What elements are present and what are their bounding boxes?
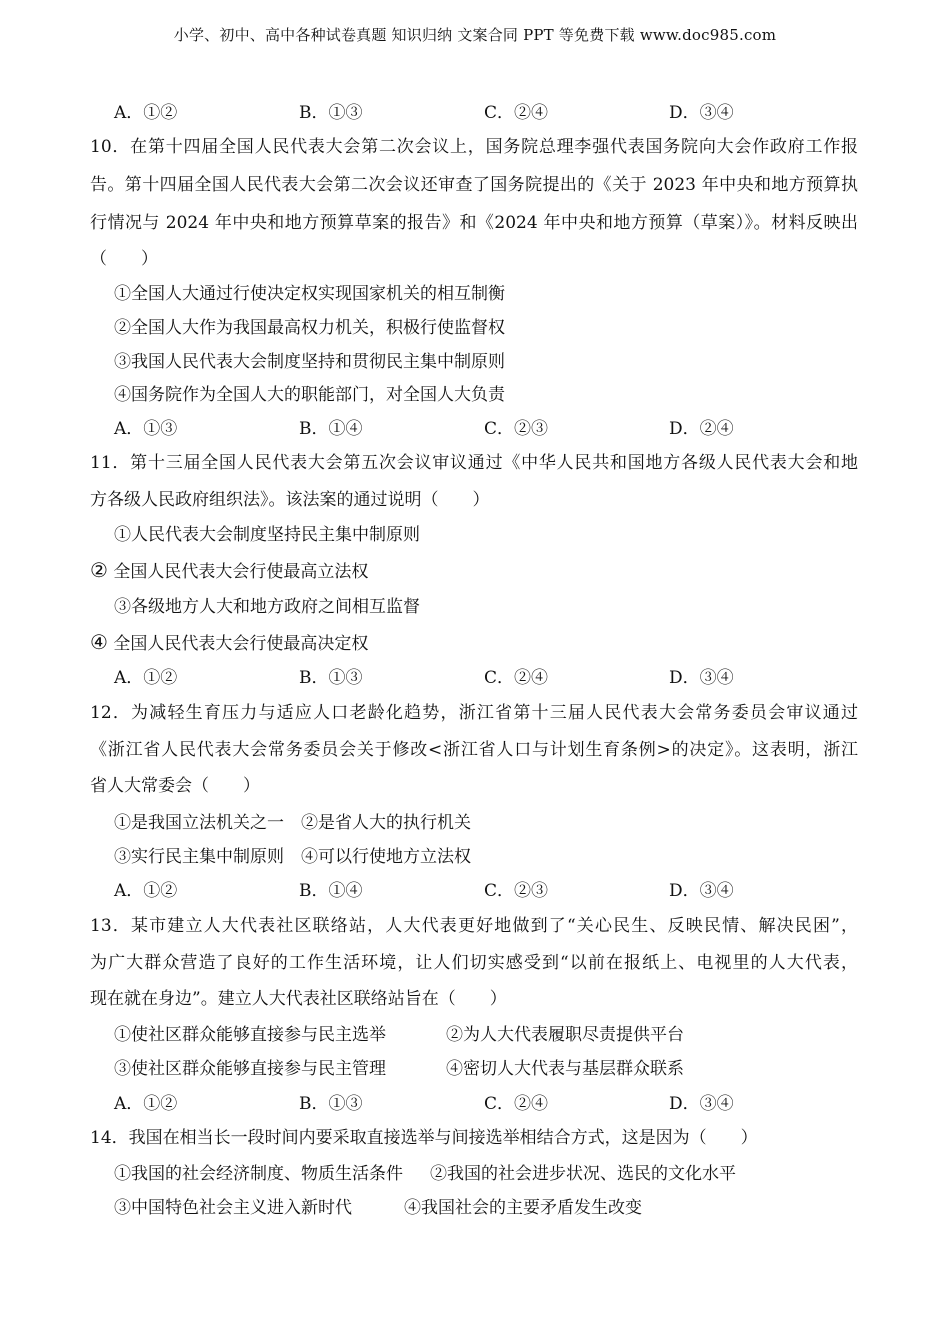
q10-statement-2: ②全国人大作为我国最高权力机关，积极行使监督权: [114, 318, 505, 338]
q13-option-b: B．①③: [299, 1094, 363, 1114]
q12-statements-row-2: [114, 845, 471, 869]
q10-stem-line-3: 行情况与 2024 年中央和地方预算草案的报告》和《2024 年中央和地方预算（草案）》。材料反映出: [90, 213, 858, 233]
q12-options: [114, 879, 874, 903]
page-header: 小学、初中、高中各种试卷真题 知识归纳 文案合同 PPT 等免费下载 www.doc985.com: [173, 26, 777, 44]
q13-statements-row-1: [114, 1023, 874, 1047]
q11-statement-4-marker: ④: [90, 630, 108, 654]
q9-option-a: A．①②: [114, 103, 178, 123]
q13-statement-4: ④密切人大代表与基层群众联系: [446, 1059, 684, 1079]
q13-options: [114, 1092, 874, 1116]
q11-option-b: B．①③: [299, 668, 363, 688]
q13-stem-line-3: 现在就在身边”。建立人大代表社区联络站旨在（ ）: [90, 989, 507, 1009]
q12-option-c: C．②③: [484, 881, 549, 901]
q14-statement-3: ③中国特色社会主义进入新时代: [114, 1198, 352, 1218]
q14-statements-row-1: [114, 1162, 874, 1186]
q11-statement-2: [90, 558, 368, 584]
q13-option-d: D．③④: [669, 1094, 734, 1114]
q9-options: [114, 101, 874, 125]
q10-option-d: D．②④: [669, 419, 734, 439]
q12-statement-4: ④可以行使地方立法权: [301, 847, 471, 867]
q14-statement-2: ②我国的社会进步状况、选民的文化水平: [430, 1164, 736, 1184]
q10-statement-3: ③我国人民代表大会制度坚持和贯彻民主集中制原则: [114, 352, 505, 372]
q12-stem-line-2: 《浙江省人民代表大会常务委员会关于修改<浙江省人口与计划生育条例>的决定》。这表明，浙江: [90, 740, 858, 760]
q10-stem-line-2: 告。第十四届全国人民代表大会第二次会议还审查了国务院提出的《关于 2023 年中央和地方预算执: [90, 175, 858, 195]
q10-options: [114, 417, 874, 441]
q13-stem-line-1: 13．某市建立人大代表社区联络站，人大代表更好地做到了“关心民生、反映民情、解决民困”，: [90, 916, 858, 936]
q12-stem-line-3: 省人大常委会（ ）: [90, 776, 260, 796]
q11-stem-line-2: 方各级人民政府组织法》。该法案的通过说明（ ）: [90, 490, 490, 510]
q13-statement-2: ②为人大代表履职尽责提供平台: [446, 1025, 684, 1045]
q13-stem-line-2: 为广大群众营造了良好的工作生活环境，让人们切实感受到“以前在报纸上、电视里的人大代表，: [90, 953, 858, 973]
q13-statements-row-2: [114, 1057, 874, 1081]
q12-option-b: B．①④: [299, 881, 363, 901]
q11-statement-4-text: 全国人民代表大会行使最高决定权: [113, 634, 369, 654]
q11-statement-4: [90, 630, 368, 656]
q9-option-b: B．①③: [299, 103, 363, 123]
q11-statement-2-marker: ②: [90, 558, 108, 582]
q11-statement-1: ①人民代表大会制度坚持民主集中制原则: [114, 525, 420, 545]
q12-statements-row-1: [114, 811, 471, 835]
q12-stem-line-1: 12．为减轻生育压力与适应人口老龄化趋势，浙江省第十三届人民代表大会常务委员会审议通过: [90, 703, 858, 723]
q10-option-c: C．②③: [484, 419, 549, 439]
q11-stem-line-1: 11．第十三届全国人民代表大会第五次会议审议通过《中华人民共和国地方各级人民代表大会和地: [90, 453, 858, 473]
q12-option-d: D．③④: [669, 881, 734, 901]
q10-stem-line-4: （ ）: [90, 249, 158, 269]
q11-statement-2-text: 全国人民代表大会行使最高立法权: [113, 562, 369, 582]
q14-statement-1: ①我国的社会经济制度、物质生活条件: [114, 1164, 403, 1184]
q13-option-a: A．①②: [114, 1094, 178, 1114]
q9-option-d: D．③④: [669, 103, 734, 123]
q11-options: [114, 666, 874, 690]
q14-statement-4: ④我国社会的主要矛盾发生改变: [404, 1198, 642, 1218]
q14-statements-row-2: [114, 1196, 874, 1220]
q14-stem-line-1: 14．我国在相当长一段时间内要采取直接选举与间接选举相结合方式，这是因为（ ）: [90, 1128, 758, 1148]
q10-option-b: B．①④: [299, 419, 363, 439]
q12-statement-1: ①是我国立法机关之一: [114, 813, 284, 833]
q10-stem-line-1: 10．在第十四届全国人民代表大会第二次会议上，国务院总理李强代表国务院向大会作政府工作报: [90, 137, 858, 157]
q13-statement-3: ③使社区群众能够直接参与民主管理: [114, 1059, 386, 1079]
q11-option-c: C．②④: [484, 668, 549, 688]
q11-statement-3: ③各级地方人大和地方政府之间相互监督: [114, 597, 420, 617]
q10-statement-4: ④国务院作为全国人大的职能部门，对全国人大负责: [114, 385, 505, 405]
q12-option-a: A．①②: [114, 881, 178, 901]
q9-option-c: C．②④: [484, 103, 549, 123]
q13-statement-1: ①使社区群众能够直接参与民主选举: [114, 1025, 386, 1045]
q13-option-c: C．②④: [484, 1094, 549, 1114]
q12-statement-2: ②是省人大的执行机关: [301, 813, 471, 833]
q11-option-d: D．③④: [669, 668, 734, 688]
q10-statement-1: ①全国人大通过行使决定权实现国家机关的相互制衡: [114, 284, 505, 304]
q11-option-a: A．①②: [114, 668, 178, 688]
q12-statement-3: ③实行民主集中制原则: [114, 847, 284, 867]
q10-option-a: A．①③: [114, 419, 178, 439]
